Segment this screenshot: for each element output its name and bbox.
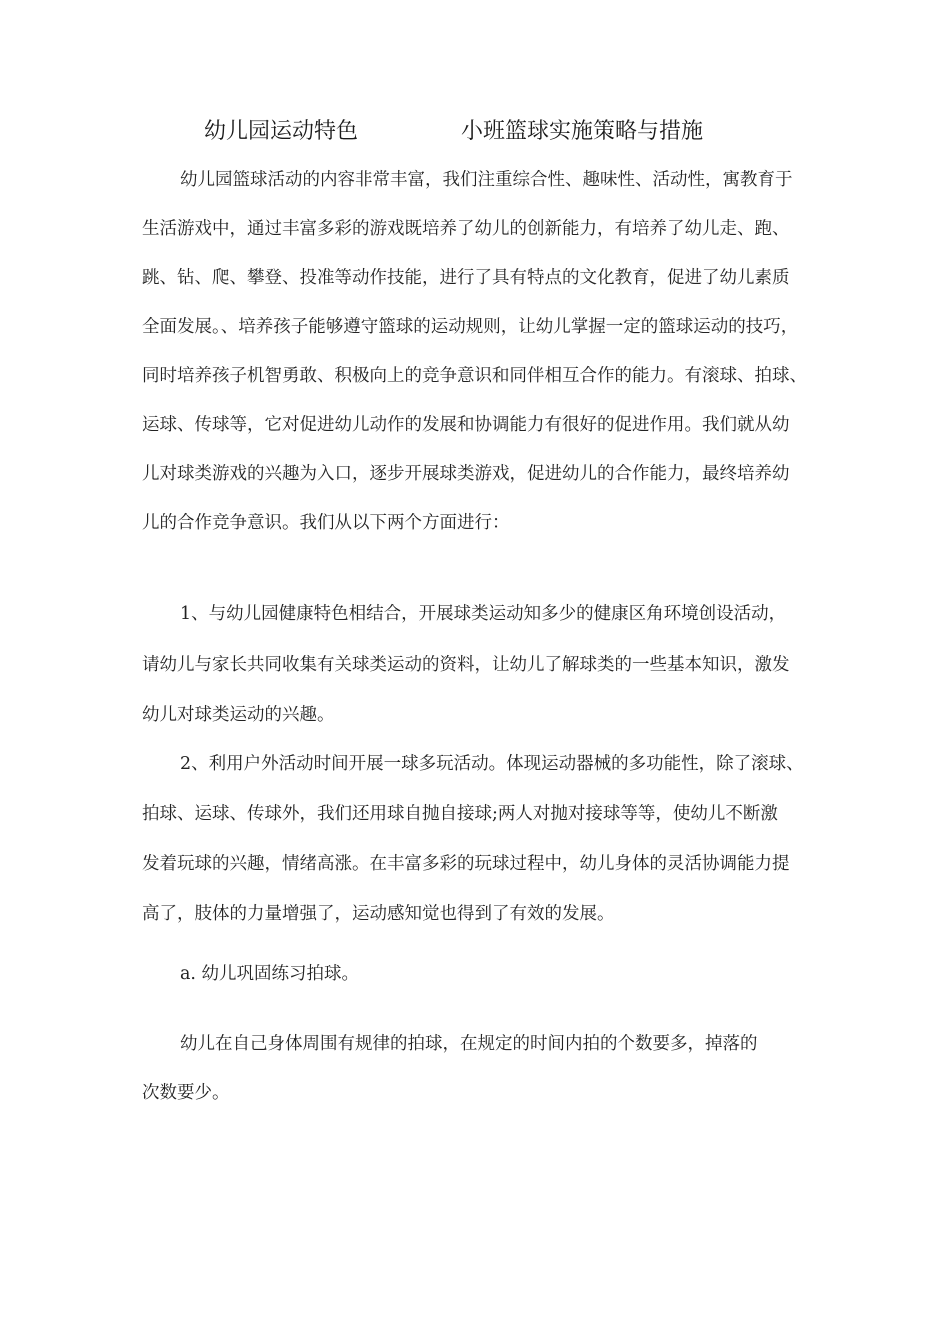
item-1-line: 幼儿对球类运动的兴趣。 (142, 705, 335, 725)
item-2-line: 发着玩球的兴趣，情绪高涨。在丰富多彩的玩球过程中，幼儿身体的灵活协调能力提 (142, 854, 790, 874)
intro-line: 儿的合作竞争意识。我们从以下两个方面进行： (142, 513, 510, 533)
subitem-a-label: a. 幼儿巩固练习拍球。 (180, 964, 360, 984)
item-1-line: 请幼儿与家长共同收集有关球类运动的资料，让幼儿了解球类的一些基本知识，激发 (142, 655, 790, 675)
item-2-line: 高了，肢体的力量增强了，运动感知觉也得到了有效的发展。 (142, 904, 615, 924)
intro-line: 运球、传球等，它对促进幼儿动作的发展和协调能力有很好的促进作用。我们就从幼 (142, 415, 790, 435)
item-2-line: 拍球、运球、传球外，我们还用球自抛自接球;两人对抛对接球等等，使幼儿不断激 (142, 804, 778, 824)
title-basketball-strategy: 小班篮球实施策略与措施 (461, 119, 704, 144)
item-2-line: 2、利用户外活动时间开展一球多玩活动。体现运动器械的多功能性，除了滚球、 (180, 754, 804, 774)
intro-line: 生活游戏中，通过丰富多彩的游戏既培养了幼儿的创新能力，有培养了幼儿走、跑、 (142, 219, 790, 239)
intro-line: 儿对球类游戏的兴趣为入口，逐步开展球类游戏，促进幼儿的合作能力，最终培养幼 (142, 464, 790, 484)
intro-line: 幼儿园篮球活动的内容非常丰富，我们注重综合性、趣味性、活动性，寓教育于 (180, 170, 793, 190)
subitem-a-line: 幼儿在自己身体周围有规律的拍球，在规定的时间内拍的个数要多，掉落的 (180, 1034, 758, 1054)
item-1-line: 1、与幼儿园健康特色相结合，开展球类运动知多少的健康区角环境创设活动， (180, 604, 787, 624)
intro-line: 全面发展。、培养孩子能够遵守篮球的运动规则，让幼儿掌握一定的篮球运动的技巧， (142, 317, 799, 337)
document-title (0, 114, 950, 148)
subitem-a-line: 次数要少。 (142, 1083, 230, 1103)
intro-line: 跳、钻、爬、攀登、投准等动作技能，进行了具有特点的文化教育，促进了幼儿素质 (142, 268, 790, 288)
title-kindergarten-sports-feature: 幼儿园运动特色 (204, 119, 359, 144)
intro-line: 同时培养孩子机智勇敢、积极向上的竞争意识和同伴相互合作的能力。有滚球、拍球、 (142, 366, 807, 386)
